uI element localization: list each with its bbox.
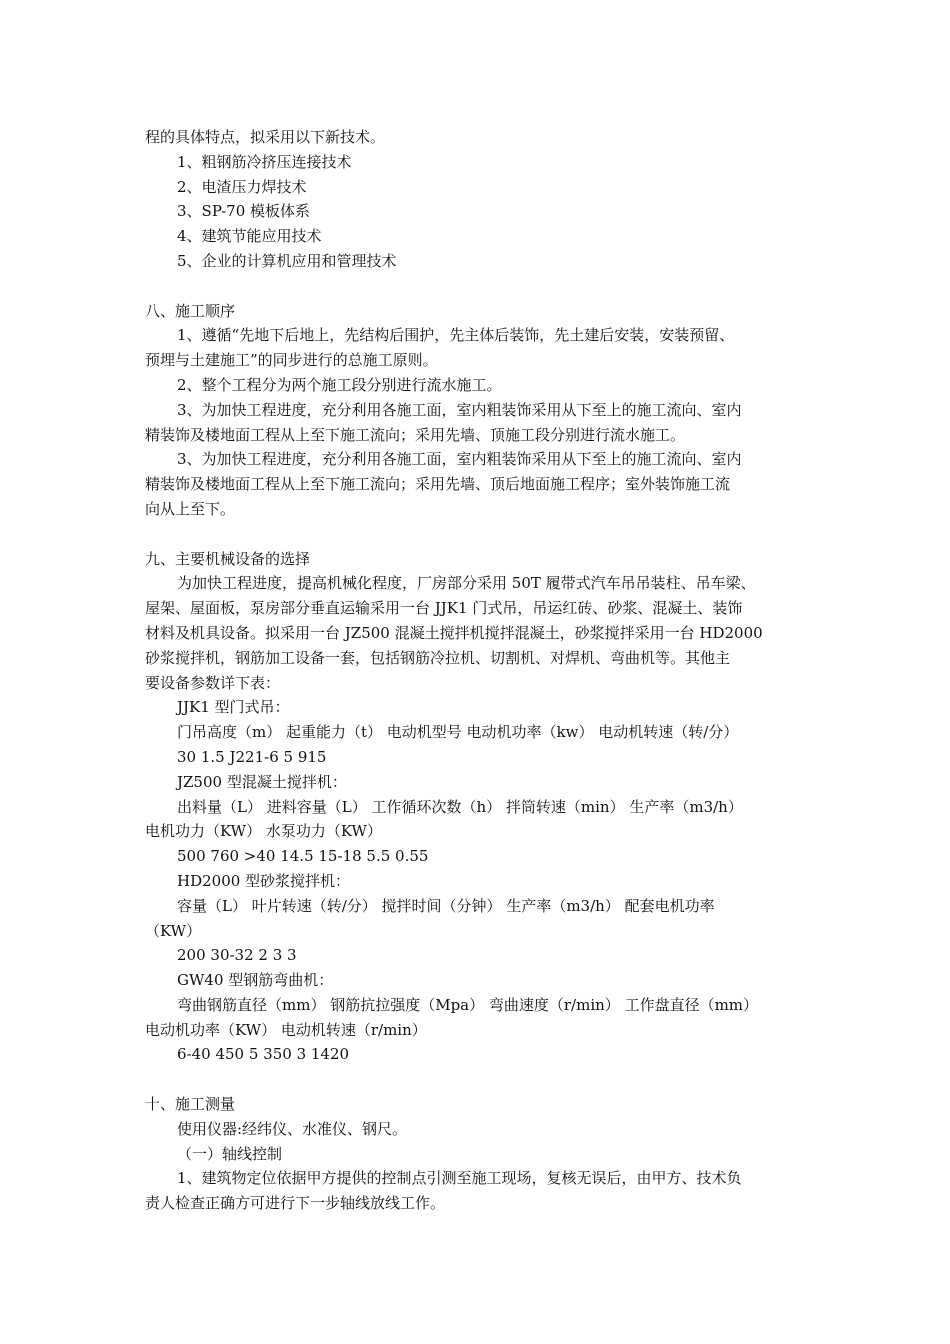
- tech-item-1: 1、粗钢筋冷挤压连接技术: [177, 152, 352, 171]
- section-9-heading: 九、主要机械设备的选择: [145, 549, 311, 568]
- tech-item-4: 4、建筑节能应用技术: [177, 227, 322, 246]
- intro-line: 程的具体特点，拟采用以下新技术。: [145, 128, 386, 146]
- tech-item-3: 3、SP-70 模板体系: [177, 202, 311, 221]
- equip-4-header-2: 电动机功率（KW） 电动机转速（r/min）: [145, 1020, 427, 1039]
- equip-2-header-2: 电机功力（KW） 水泵功力（KW）: [145, 822, 382, 841]
- s10-subheading: （一）轴线控制: [177, 1144, 283, 1163]
- s8-item-1-line-1: 1、遵循“先地下后地上，先结构后围护，先主体后装饰，先土建后安装，安装预留、: [177, 326, 735, 345]
- s9-para-line-1: 为加快工程进度，提高机械化程度，厂房部分采用 50T 履带式汽车吊吊装柱、吊车梁、: [177, 574, 756, 593]
- s9-para-line-5: 要设备参数详下表：: [145, 673, 281, 692]
- equip-3-name: HD2000 型砂浆搅拌机：: [177, 871, 351, 890]
- s8-item-3-line-2: 精装饰及楼地面工程从上至下施工流向；采用先墙、顶施工段分别进行流水施工。: [145, 425, 686, 444]
- tech-item-5: 5、企业的计算机应用和管理技术: [177, 251, 397, 270]
- equip-3-header-2: （KW）: [145, 921, 202, 940]
- s8-item-4-line-2: 精装饰及楼地面工程从上至下施工流向；采用先墙、顶后地面施工程序；室外装饰施工流: [145, 475, 731, 494]
- equip-2-header-1: 出料量（L） 进料容量（L） 工作循环次数（h） 拌筒转速（min） 生产率（m3/h）: [177, 797, 743, 816]
- s10-p1-line-2: 责人检查正确方可进行下一步轴线放线工作。: [145, 1194, 446, 1213]
- s8-item-1-line-2: 预埋与土建施工”的同步进行的总施工原则。: [145, 351, 438, 370]
- equip-4-values: 6-40 450 5 350 3 1420: [177, 1045, 350, 1064]
- document-page: [145, 125, 810, 1216]
- s10-instruments: 使用仪器:经纬仪、水准仪、钢尺。: [177, 1119, 408, 1138]
- s8-item-2-line-1: 2、整个工程分为两个施工段分别进行流水施工。: [177, 375, 502, 394]
- equip-2-name: JZ500 型混凝土搅拌机：: [177, 772, 347, 791]
- equip-4-header-1: 弯曲钢筋直径（mm） 钢筋抗拉强度（Mpa） 弯曲速度（r/min） 工作盘直径（mm）: [177, 995, 759, 1014]
- s9-para-line-2: 屋架、屋面板，泵房部分垂直运输采用一台 JJK1 门式吊，吊运红砖、砂浆、混凝土、装饰: [145, 599, 743, 618]
- s9-para-line-3: 材料及机具设备。拟采用一台 JZ500 混凝土搅拌机搅拌混凝土，砂浆搅拌采用一台 HD2000: [145, 623, 763, 642]
- equip-1-header: 门吊高度（m） 起重能力（t） 电动机型号 电动机功率（kw） 电动机转速（转/分）: [177, 723, 739, 742]
- tech-item-2: 2、电渣压力焊技术: [177, 177, 307, 196]
- equip-1-name: JJK1 型门式吊：: [177, 698, 290, 717]
- s9-para-line-4: 砂浆搅拌机，钢筋加工设备一套，包括钢筋冷拉机、切割机、对焊机、弯曲机等。其他主: [145, 648, 731, 667]
- equip-3-header-1: 容量（L） 叶片转速（转/分） 搅拌时间（分钟） 生产率（m3/h） 配套电机功率: [177, 896, 715, 915]
- equip-3-values: 200 30-32 2 3 3: [177, 946, 297, 965]
- section-10-heading: 十、施工测量: [145, 1095, 236, 1114]
- s10-p1-line-1: 1、建筑物定位依据甲方提供的控制点引测至施工现场，复核无误后，由甲方、技术负: [177, 1169, 742, 1188]
- s8-item-4-line-1: 3、为加快工程进度，充分利用各施工面，室内粗装饰采用从下至上的施工流向、室内: [177, 450, 742, 469]
- s8-item-4-line-3: 向从上至下。: [145, 499, 236, 518]
- equip-4-name: GW40 型钢筋弯曲机：: [177, 971, 334, 990]
- equip-2-values: 500 760 >40 14.5 15-18 5.5 0.55: [177, 847, 429, 866]
- equip-1-values: 30 1.5 J221-6 5 915: [177, 747, 327, 766]
- section-8-heading: 八、施工顺序: [145, 301, 236, 320]
- s8-item-3-line-1: 3、为加快工程进度，充分利用各施工面，室内粗装饰采用从下至上的施工流向、室内: [177, 400, 742, 419]
